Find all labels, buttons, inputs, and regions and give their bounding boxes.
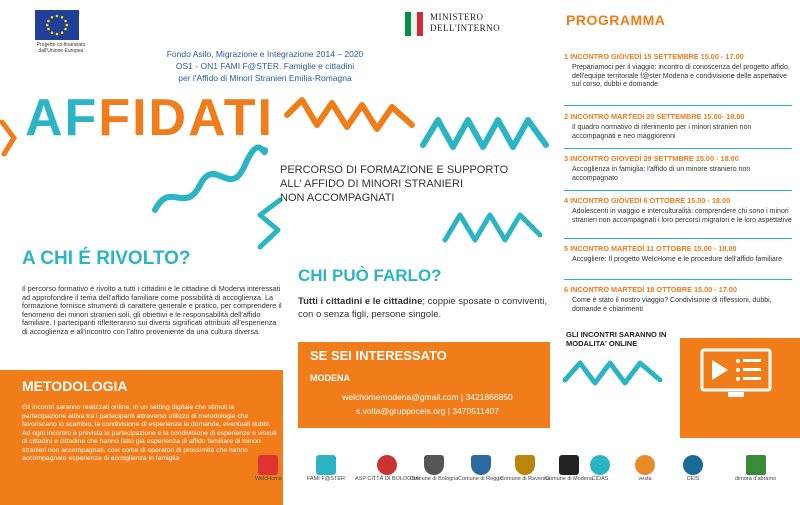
chi-puo-rest: ; coppie sposate o conviventi, con o senza figli, persone singole. [298,296,548,320]
ceis-logo-icon [683,455,703,482]
fund-line2: OS1 - ON1 FAMI F@STER. Famiglie e cittadini [175,61,355,71]
partner-label: Comune di Reggio [458,476,504,482]
fund-line1: Fondo Asilo, Migrazione e Integrazione 2014 – 2020 [166,49,364,59]
metodologia-text: Gli incontri saranno realizzati online, in un setting digitale che stimoli la partecipazione attiva tra i partecipanti attraverso utilizzo di metodologie che favoriscano lo scambio, la condivisione di esperienze le domande, eventuali dubbi. Ad ogni incontro è prevista la partecipazione e la condivisione di esperienze e vissuti di cittadini e cittadine che hanno fatto già esperienza di affido familiare di minori stranieri non accompagnati, così come di operatori di prossimità che hanno accompagnato esperienze di accoglienza in famiglia [22,404,277,462]
ministero-line1: MINISTERO [430,12,484,22]
modena-crest-icon [545,455,593,482]
partner-label: vesta [638,476,652,482]
subtitle-line3: NON ACCOMPAGNATI [280,192,395,204]
monitor-play-icon [700,348,772,400]
meeting-title: 5 INCONTRO MARTEDÍ 11 OTTOBRE 15.00 - 18.00 [564,244,737,253]
vesta-logo-icon [635,455,655,482]
subtitle-line1: PERCORSO DI FORMAZIONE E SUPPORTO [280,164,509,176]
partner-label: Comune di Ravenna [500,476,551,482]
subtitle [280,163,550,205]
meeting-6 [564,285,792,314]
fami-logo-icon [307,455,345,482]
partner-label: CEIS [686,476,700,482]
contact-city: MODENA [310,373,350,383]
programma-heading: PROGRAMMA [566,12,666,28]
ministero-line2: DELL'INTERNO [430,23,501,33]
title-part-2: FIDATI [98,89,274,147]
main-title [25,89,274,147]
partner-label: dimora d'abramo [735,476,777,482]
meeting-title: 2 INCONTRO MARTEDÍ 20 SETTEMBRE 15.00- 18.00 [564,112,745,121]
chi-puo-heading: CHI PUÒ FARLO? [298,266,442,285]
meeting-title: 4 INCONTRO GIOVEDÍ 6 OTTOBRE 15.00 - 18.00 [564,196,731,205]
meeting-desc: Prepariamoci per il viaggio: incontro di conoscenza del progetto affido, dell'equipe territoriale f@ster Modena e condivisione delle aspettative sul corso, dubbi e domande [572,64,790,89]
eu-flag-icon [35,10,79,40]
meeting-desc: Accogliere: Il progetto WelcHome e le procedure dell'affido familiare [572,256,783,263]
partner-label: FAMI F@STER [307,476,345,482]
chi-rivolto-text: Il percorso formativo è rivolto a tutti i cittadini e le cittadine di Modena interessati ad approfondire il tema dell'affido familiare come possibilità di accoglienza. La formazione fornisce strumenti di carattere generale e pratico, per comprendere il fenomeno dei minori stranieri soli, gli obiettivi e le responsabilità dell'affido familiare. I partecipanti rifletteranno sui diversi significati attribuiti all'esperienza di accoglienza e all'incontro con l'altro proveniente da una cultura diversa. [22,284,282,336]
partner-label: CIDAS [591,476,609,482]
meeting-3 [564,154,792,183]
meeting-5 [564,244,792,265]
zigzag-decoration-teal-right [418,105,553,165]
online-note: GLI INCONTRI SARANNO IN MODALITA' ONLINE [566,330,667,348]
meeting-title: 6 INCONTRO MARTEDÍ 18 OTTOBRE 15.00 - 17.00 [564,285,738,294]
divider [564,238,792,239]
contact-heading: SE SEI INTERESSATO [310,348,447,363]
meeting-title: 3 INCONTRO GIOVEDÍ 29 SETTMBRE 15.00 - 18.00 [564,154,739,163]
welchome-logo-icon [255,455,282,482]
italy-flag-icon [405,12,423,36]
divider [564,190,792,191]
dimora-logo-icon [735,455,776,482]
divider [564,105,792,106]
meeting-2 [564,112,792,141]
chi-rivolto-heading: A CHI É RIVOLTO? [22,248,191,269]
ravenna-crest-icon [500,455,550,482]
ministero-logo-text [430,12,500,34]
meeting-1 [564,52,792,90]
contact-line-2[interactable]: s.volta@gruppoceis.org | 3470511407 [356,406,499,416]
meeting-desc: Adolescenti in viaggio e interculturalità: comprendere chi sono i minori stranieri non accompagnati i loro percorsi migratori e le loro aspettative [572,208,792,224]
meeting-desc: Come è stato il nostro viaggio? Condivisione di riflessioni, dubbi, domande e chiarimenti [572,297,772,313]
divider [564,279,792,280]
meeting-desc: Il quadro normativo di riferimento per i minori stranieri non accompagnati e neo maggiorenni [572,124,752,140]
metodologia-heading: METODOLOGIA [22,378,128,394]
chi-puo-bold: Tutti i cittadini e le cittadine [298,296,423,307]
partner-label: ASP CITTÀ DI BOLOGNA [355,476,420,482]
partner-logos [255,455,795,495]
meeting-4 [564,196,792,225]
subtitle-line2: ALL' AFFIDO DI MINORI STRANIERI [280,178,464,190]
zigzag-decoration-orange [282,95,422,145]
partner-label: Comune di Modena [545,476,594,482]
bologna-crest-icon [410,455,458,482]
partner-label: WelcHome [255,476,282,482]
zigzag-decoration-teal-4 [560,355,680,395]
zigzag-decoration-teal-2 [440,205,550,255]
fund-heading [140,48,390,84]
title-part-1: AF [25,89,99,147]
chi-puo-text [298,296,548,321]
eu-caption: Progetto co-finanziato dall'Unione Europea [36,42,86,54]
contact-line-1[interactable]: welchomemodena@gmail.com | 3421866850 [342,392,513,402]
fund-line3: per l'Affido di Minori Stranieri Emilia-Romagna [178,73,352,83]
meeting-desc: Accoglienza in famiglia: l'affido di un minore straniero non accompagnato [572,166,751,182]
meeting-title: 1 INCONTRO GIOVEDÍ 15 SETTEMBRE 15.00 - 17.00 [564,52,744,61]
reggio-crest-icon [458,455,504,482]
divider [564,148,792,149]
partner-label: Comune di Bologna [410,476,459,482]
cidas-logo-icon [590,455,610,482]
